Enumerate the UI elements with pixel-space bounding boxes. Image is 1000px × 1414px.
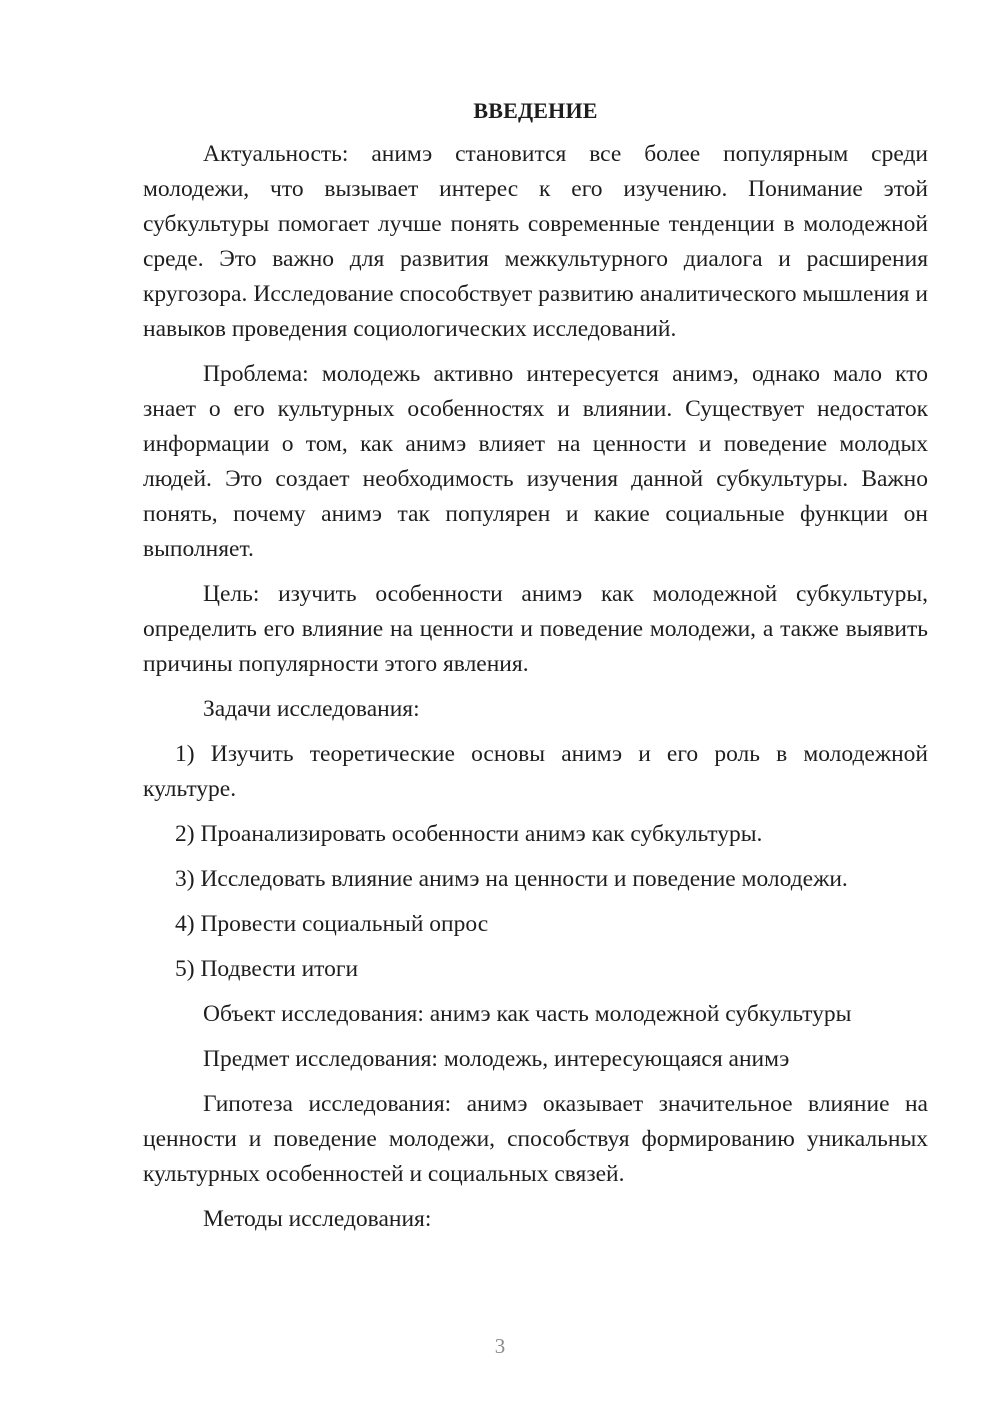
research-subject: Предмет исследования: молодежь, интересующаяся анимэ	[203, 1046, 790, 1072]
task-item: 4) Провести социальный опрос	[175, 911, 489, 937]
task-item: 5) Подвести итоги	[175, 956, 359, 982]
methods-heading: Методы исследования:	[203, 1206, 432, 1232]
page-content	[143, 96, 928, 1247]
task-item: 2) Проанализировать особенности анимэ как субкультуры.	[175, 821, 763, 847]
hypothesis-paragraph: Гипотеза исследования: анимэ оказывает значительное влияние на ценности и поведение молодежи, способствуя формированию уникальных культурных особенностей и социальных связей.	[143, 1091, 928, 1187]
task-item: 1) Изучить теоретические основы анимэ и его роль в молодежной культуре.	[143, 741, 928, 802]
page-title: ВВЕДЕНИЕ	[473, 98, 598, 123]
problem-paragraph: Проблема: молодежь активно интересуется анимэ, однако мало кто знает о его культурных особенностях и влиянии. Существует недостаток информации о том, как анимэ влияет на ценности и поведение молодых людей. Это создает необходимость изучения данной субкультуры. Важно понять, почему анимэ так популярен и какие социальные функции он выполняет.	[143, 361, 928, 562]
task-item: 3) Исследовать влияние анимэ на ценности и поведение молодежи.	[175, 866, 848, 892]
research-object: Объект исследования: анимэ как часть молодежной субкультуры	[203, 1001, 852, 1027]
page-number: 3	[494, 1334, 506, 1358]
tasks-list	[143, 737, 928, 987]
relevance-paragraph: Актуальность: анимэ становится все более популярным среди молодежи, что вызывает интерес к его изучению. Понимание этой субкультуры помогает лучше понять современные тенденции в молодежной среде. Это важно для развития межкультурного диалога и расширения кругозора. Исследование способствует развитию аналитического мышления и навыков проведения социологических исследований.	[143, 141, 928, 342]
tasks-heading: Задачи исследования:	[203, 696, 420, 722]
goal-paragraph: Цель: изучить особенности анимэ как молодежной субкультуры, определить его влияние на ценности и поведение молодежи, а также выявить причины популярности этого явления.	[143, 581, 928, 677]
